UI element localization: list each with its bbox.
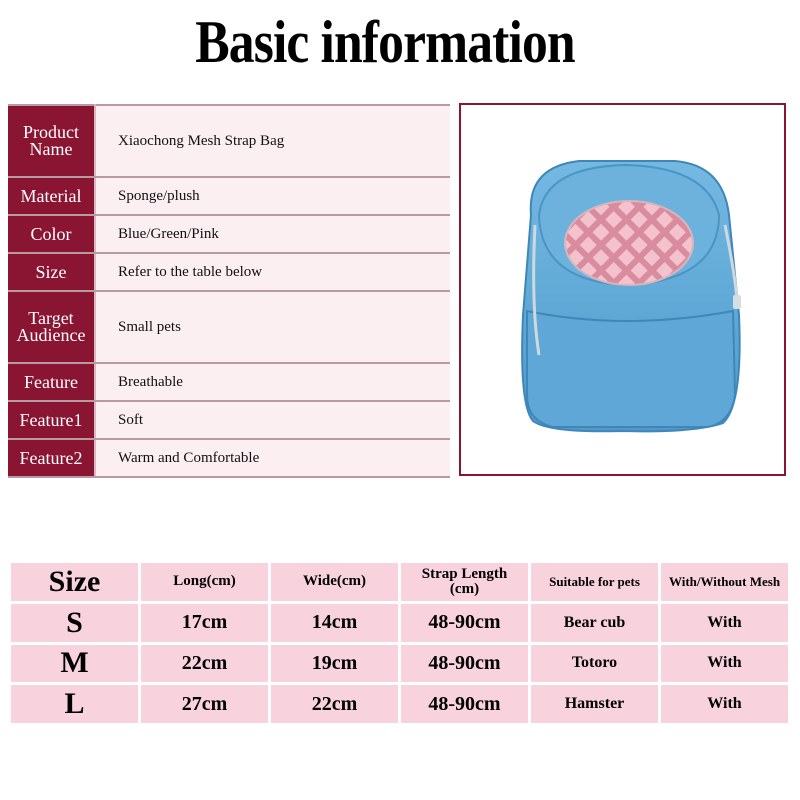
header-size: Size — [10, 562, 140, 603]
size-table — [8, 560, 791, 726]
header-mesh: With/Without Mesh — [660, 562, 790, 603]
info-row-material — [8, 177, 450, 215]
strap-cell: 48-90cm — [400, 643, 530, 684]
info-value: Xiaochong Mesh Strap Bag — [95, 105, 450, 177]
header-strap-length — [400, 562, 530, 603]
mesh-cell: With — [660, 684, 790, 725]
info-value: Sponge/plush — [95, 177, 450, 215]
size-cell: L — [10, 684, 140, 725]
product-photo — [459, 103, 786, 476]
info-label: Material — [8, 177, 95, 215]
size-table-header — [10, 562, 790, 603]
wide-cell: 14cm — [270, 602, 400, 643]
strap-cell: 48-90cm — [400, 602, 530, 643]
info-value: Small pets — [95, 291, 450, 363]
info-label: Color — [8, 215, 95, 253]
strap-cell: 48-90cm — [400, 684, 530, 725]
long-cell: 22cm — [140, 643, 270, 684]
page-title: Basic information — [195, 9, 575, 75]
info-row-feature — [8, 363, 450, 401]
header-suitable-pets: Suitable for pets — [530, 562, 660, 603]
info-value: Blue/Green/Pink — [95, 215, 450, 253]
info-label: Size — [8, 253, 95, 291]
size-row-s — [10, 602, 790, 643]
info-value: Soft — [95, 401, 450, 439]
info-row-size — [8, 253, 450, 291]
header-strap-unit: (cm) — [449, 580, 480, 597]
pets-cell: Totoro — [530, 643, 660, 684]
pets-cell: Bear cub — [530, 602, 660, 643]
info-row-color — [8, 215, 450, 253]
info-label: Target Audience — [8, 291, 95, 363]
mesh-cell: With — [660, 643, 790, 684]
header-wide: Wide(cm) — [270, 562, 400, 603]
info-row-feature1 — [8, 401, 450, 439]
info-label: Feature2 — [8, 439, 95, 477]
mesh-cell: With — [660, 602, 790, 643]
info-row-feature2 — [8, 439, 450, 477]
size-row-m — [10, 643, 790, 684]
wide-cell: 22cm — [270, 684, 400, 725]
basic-info-table — [8, 104, 450, 478]
info-label: Product Name — [8, 105, 95, 177]
pets-cell: Hamster — [530, 684, 660, 725]
long-cell: 27cm — [140, 684, 270, 725]
size-cell: M — [10, 643, 140, 684]
long-cell: 17cm — [140, 602, 270, 643]
header-strap-label: Strap Length — [421, 565, 508, 582]
size-cell: S — [10, 602, 140, 643]
header-long: Long(cm) — [140, 562, 270, 603]
info-label: Feature1 — [8, 401, 95, 439]
wide-cell: 19cm — [270, 643, 400, 684]
info-value: Refer to the table below — [95, 253, 450, 291]
pet-carrier-bag-image — [461, 105, 784, 474]
size-row-l — [10, 684, 790, 725]
info-row-product-name — [8, 105, 450, 177]
info-row-target-audience — [8, 291, 450, 363]
info-value: Breathable — [95, 363, 450, 401]
info-value: Warm and Comfortable — [95, 439, 450, 477]
info-label: Feature — [8, 363, 95, 401]
